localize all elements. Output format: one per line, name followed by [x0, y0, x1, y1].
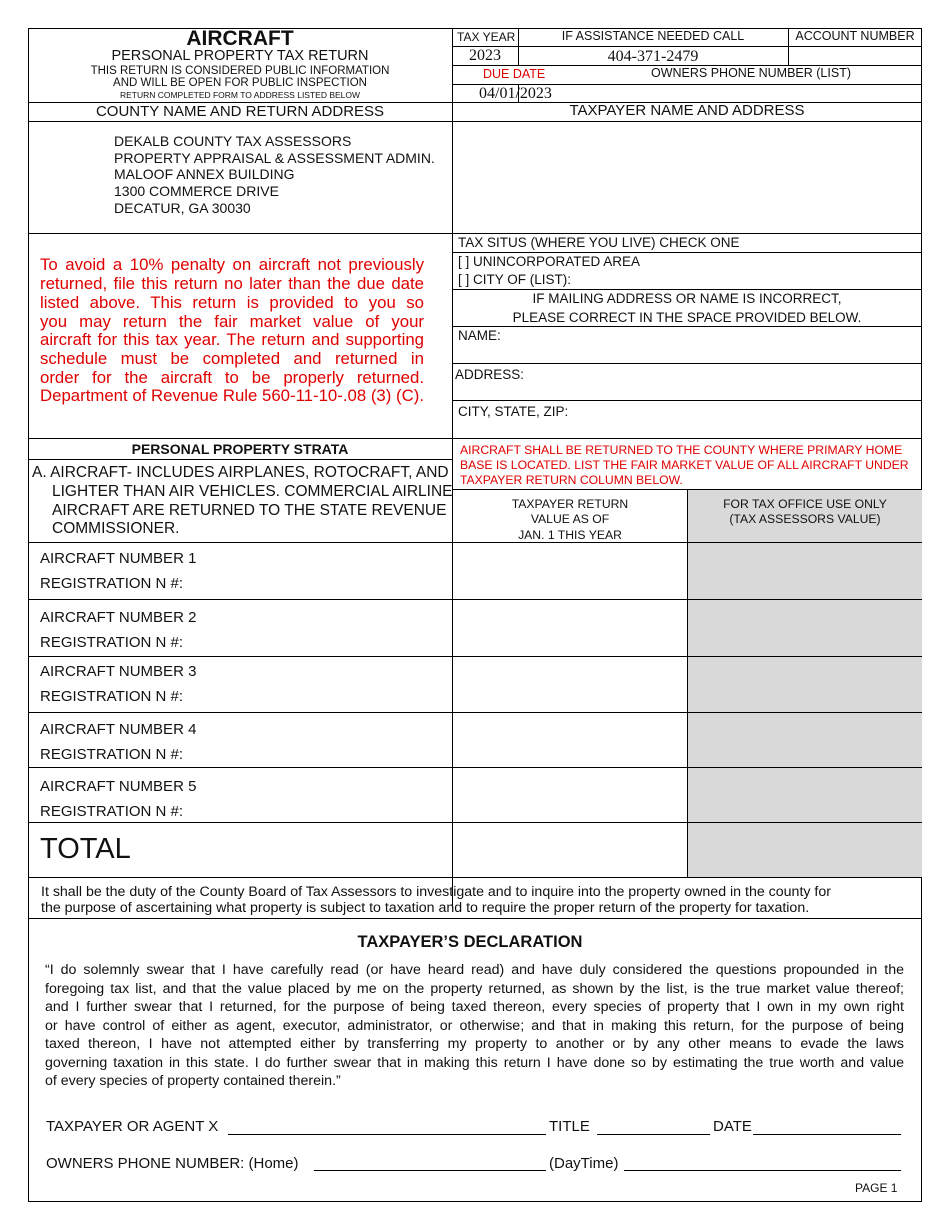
account-number-label: ACCOUNT NUMBER: [795, 29, 915, 43]
strata-item-line: A. AIRCRAFT- INCLUDES AIRPLANES, ROTOCRAFT, AND: [32, 464, 449, 481]
due-date-value: 04/01/2023: [479, 85, 552, 102]
name-input[interactable]: [505, 340, 915, 358]
correction-notice-line1: IF MAILING ADDRESS OR NAME IS INCORRECT,: [532, 291, 842, 306]
center-divider: [452, 28, 453, 908]
declaration-line: foregoing tax list, and that the value placed by me on the property returned, as shown by the list, is the true market value thereof;: [45, 981, 904, 997]
divider: [452, 46, 922, 47]
return-notice: RETURN COMPLETED FORM TO ADDRESS LISTED BELOW: [119, 90, 361, 100]
declaration-heading: TAXPAYER’S DECLARATION: [357, 933, 583, 951]
registration-label: REGISTRATION N #:: [40, 575, 184, 592]
county-address-line: DEKALB COUNTY TAX ASSESSORS: [114, 133, 352, 149]
county-heading: COUNTY NAME AND RETURN ADDRESS: [95, 103, 385, 120]
duty-statement-line: the purpose of ascertaining what property is subject to taxation and to require the proper return of the property for taxation.: [41, 900, 810, 916]
registration-input[interactable]: [192, 804, 447, 821]
declaration-line: taxed thereon, I have not attempted either by transferring my property to another or by any other means to evade the laws: [45, 1036, 904, 1052]
aircraft-label: AIRCRAFT NUMBER 2: [40, 609, 197, 626]
penalty-notice-line: order for the aircraft to be properly returned.: [40, 368, 424, 387]
tax-year-value: 2023: [469, 47, 501, 64]
divider: [452, 289, 922, 290]
aircraft-label: AIRCRAFT NUMBER 5: [40, 778, 197, 795]
aircraft-label: AIRCRAFT NUMBER 3: [40, 663, 197, 680]
declaration-line: governing taxation in this state. I do further swear that in making this return I have done so by estimating the true worth and value: [45, 1055, 904, 1071]
taxpayer-return-col-line: VALUE AS OF: [530, 512, 610, 526]
owners-phone-input[interactable]: [522, 86, 918, 101]
divider: [28, 918, 922, 919]
date-label: DATE: [713, 1118, 752, 1135]
penalty-notice-line: Department of Revenue Rule 560-11-10-.08 (3) (C).: [40, 386, 424, 405]
strata-item-line: AIRCRAFT ARE RETURNED TO THE STATE REVENUE: [52, 502, 447, 519]
due-date-label: DUE DATE: [483, 67, 546, 81]
daytime-phone-input[interactable]: [626, 1152, 899, 1169]
registration-label: REGISTRATION N #:: [40, 803, 184, 820]
correction-notice-line2: PLEASE CORRECT IN THE SPACE PROVIDED BELOW.: [512, 310, 862, 325]
registration-label: REGISTRATION N #:: [40, 634, 184, 651]
divider: [28, 877, 922, 878]
title-input[interactable]: [599, 1116, 708, 1133]
county-address-line: 1300 COMMERCE DRIVE: [114, 183, 279, 199]
declaration-line: “I do solemnly swear that I have carefully read (or have heard read) and have duly considered the questions propounded in the: [45, 962, 904, 978]
taxpayer-value-input[interactable]: [458, 618, 682, 638]
registration-label: REGISTRATION N #:: [40, 746, 184, 763]
daytime-phone-label: (DayTime): [549, 1155, 619, 1172]
underline: [597, 1134, 710, 1135]
home-phone-input[interactable]: [316, 1152, 544, 1169]
divider: [452, 326, 922, 327]
taxpayer-value-input[interactable]: [458, 730, 682, 750]
office-use-col-line: (TAX ASSESSORS VALUE): [729, 512, 881, 526]
penalty-notice-line: To avoid a 10% penalty on aircraft not previously: [40, 255, 424, 274]
divider: [28, 822, 922, 823]
tax-situs-heading: TAX SITUS (WHERE YOU LIVE) CHECK ONE: [458, 235, 740, 250]
tax-year-label: TAX YEAR: [457, 30, 516, 44]
strata-item-line: COMMISSIONER.: [52, 520, 180, 537]
taxpayer-agent-label: TAXPAYER OR AGENT X: [46, 1118, 219, 1135]
city-state-zip-label: CITY, STATE, ZIP:: [458, 404, 569, 419]
registration-input[interactable]: [192, 689, 447, 706]
office-use-col-line: FOR TAX OFFICE USE ONLY: [723, 497, 887, 511]
address-input[interactable]: [530, 378, 915, 396]
divider: [28, 712, 922, 713]
taxpayer-value-input[interactable]: [458, 785, 682, 805]
declaration-line: and I further swear that I returned, for the purpose of being taxed thereon, every species of property that I own in my own right: [45, 999, 904, 1015]
page-number: PAGE 1: [855, 1181, 898, 1195]
total-label: TOTAL: [40, 833, 131, 865]
declaration-line: or have control of either as agent, executor, administrator, or otherwise; and that in making this return, for the purpose of being: [45, 1018, 904, 1034]
taxpayer-return-col-line: JAN. 1 THIS YEAR: [518, 528, 622, 542]
address-label: ADDRESS:: [455, 367, 525, 382]
divider: [28, 121, 922, 122]
assistance-phone: 404-371-2479: [607, 48, 699, 65]
divider: [28, 656, 922, 657]
office-use-column-shade: [688, 543, 922, 877]
penalty-notice-line: you may return the fair market value of your: [40, 312, 424, 331]
aircraft-label: AIRCRAFT NUMBER 1: [40, 550, 197, 567]
instructions-line: AIRCRAFT SHALL BE RETURNED TO THE COUNTY WHERE PRIMARY HOME: [460, 443, 903, 457]
form-subtitle: PERSONAL PROPERTY TAX RETURN: [111, 48, 369, 64]
underline: [753, 1134, 901, 1135]
account-number-input[interactable]: [792, 48, 918, 63]
city-option[interactable]: [ ] CITY OF (LIST):: [458, 272, 572, 287]
divider: [687, 489, 688, 878]
signature-input[interactable]: [230, 1116, 544, 1133]
underline: [314, 1170, 546, 1171]
strata-heading: PERSONAL PROPERTY STRATA: [131, 441, 349, 457]
name-label: NAME:: [458, 328, 501, 343]
declaration-line: of every species of property contained therein.”: [45, 1073, 341, 1089]
strata-item-line: LIGHTER THAN AIR VEHICLES. COMMERCIAL AIRLINE: [52, 483, 453, 500]
home-phone-label: OWNERS PHONE NUMBER: (Home): [46, 1155, 299, 1172]
registration-input[interactable]: [192, 635, 447, 652]
aircraft-label: AIRCRAFT NUMBER 4: [40, 721, 197, 738]
duty-statement-line: It shall be the duty of the County Board of Tax Assessors to investigate and to inquire into the property owned in the county for: [41, 884, 831, 900]
taxpayer-value-input[interactable]: [458, 560, 682, 580]
taxpayer-return-col-line: TAXPAYER RETURN: [511, 497, 629, 511]
divider: [452, 400, 922, 401]
underline: [228, 1134, 546, 1135]
registration-label: REGISTRATION N #:: [40, 688, 184, 705]
unincorporated-option[interactable]: [ ] UNINCORPORATED AREA: [458, 254, 641, 269]
divider: [28, 233, 922, 234]
city-state-zip-input[interactable]: [580, 414, 915, 432]
divider: [28, 438, 922, 439]
public-notice-line2: AND WILL BE OPEN FOR PUBLIC INSPECTION: [113, 77, 367, 89]
city-of-input[interactable]: [615, 272, 915, 288]
county-address-line: DECATUR, GA 30030: [114, 200, 251, 216]
divider: [452, 252, 922, 253]
assistance-label: IF ASSISTANCE NEEDED CALL: [561, 29, 745, 43]
penalty-notice-line: schedule must be completed and returned in: [40, 349, 424, 368]
instructions-line: BASE IS LOCATED. LIST THE FAIR MARKET VALUE OF ALL AIRCRAFT UNDER: [460, 458, 909, 472]
divider: [28, 459, 452, 460]
form-title: AIRCRAFT: [186, 27, 294, 50]
underline: [624, 1170, 901, 1171]
title-label: TITLE: [549, 1118, 590, 1135]
date-input[interactable]: [755, 1116, 899, 1133]
registration-input[interactable]: [192, 747, 447, 764]
divider: [28, 767, 922, 768]
divider: [28, 599, 922, 600]
county-address-line: PROPERTY APPRAISAL & ASSESSMENT ADMIN.: [114, 150, 435, 166]
taxpayer-value-input[interactable]: [458, 674, 682, 694]
owners-phone-label: OWNERS PHONE NUMBER (LIST): [650, 66, 851, 80]
county-address-line: MALOOF ANNEX BUILDING: [114, 166, 295, 182]
divider: [452, 363, 922, 364]
penalty-notice-line: returned, file this return no later than the due date: [40, 274, 424, 293]
total-value-input[interactable]: [458, 840, 682, 860]
penalty-notice-line: aircraft for this tax year. The return and supporting: [40, 330, 424, 349]
registration-input[interactable]: [192, 576, 447, 593]
taxpayer-heading: TAXPAYER NAME AND ADDRESS: [569, 102, 805, 119]
public-notice-line1: THIS RETURN IS CONSIDERED PUBLIC INFORMATION: [90, 65, 390, 77]
instructions-line: TAXPAYER RETURN COLUMN BELOW.: [460, 473, 683, 487]
penalty-notice-line: listed above. This return is provided to you so: [40, 293, 424, 312]
